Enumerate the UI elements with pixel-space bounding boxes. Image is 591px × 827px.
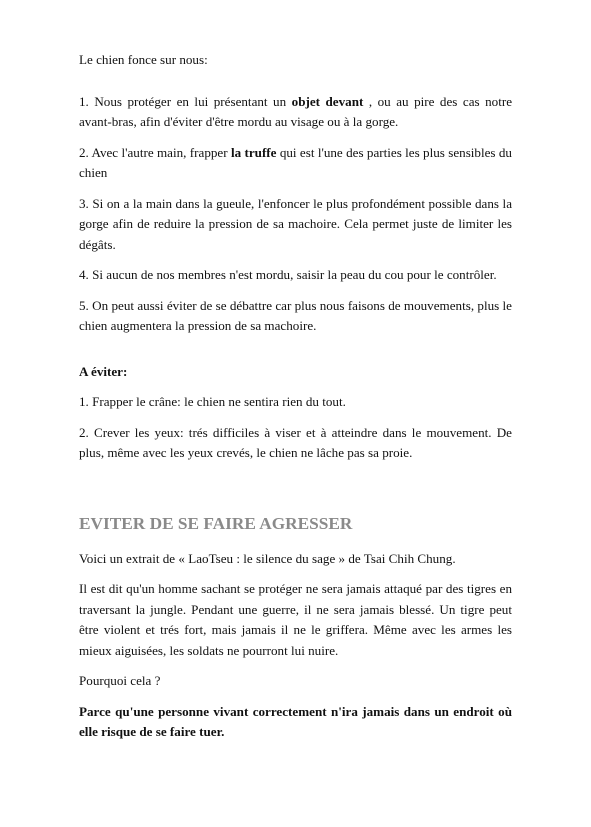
avoid-heading: A éviter:: [79, 363, 128, 379]
list-item-1-bold: objet devant: [291, 93, 364, 109]
list-item-2-bold: la truffe: [230, 144, 277, 160]
quote-intro: Voici un extrait de « LaoTseu : le silence du sage » de Tsai Chih Chung.: [79, 550, 456, 566]
list-item-1: [79, 92, 512, 133]
list-item-2-text-end: qui est l'une des parties les plus sensibles du chien: [79, 144, 512, 180]
list-item-4: 4. Si aucun de nos membres n'est mordu, saisir la peau du cou pour le contrôler.: [79, 267, 497, 282]
avoid-item-1: 1. Frapper le crâne: le chien ne sentira rien du tout.: [79, 394, 346, 409]
avoid-item-2: 2. Crever les yeux: trés difficiles à viser et à atteindre dans le mouvement. De plus, même avec les yeux crevés, le chien ne lâche pas sa proie.: [79, 424, 512, 460]
answer: Parce qu'une personne vivant correctement n'ira jamais dans un endroit où elle risque de se faire tuer.: [79, 703, 512, 739]
list-item-2: [79, 143, 512, 184]
list-item-3: 3. Si on a la main dans la gueule, l'enfoncer le plus profondément possible dans la gorge afin de reduire la pression de sa machoire. Cela permet juste de limiter les dégâts.: [79, 195, 512, 252]
section-heading: EVITER DE SE FAIRE AGRESSER: [79, 513, 353, 533]
document-page: [79, 50, 512, 743]
list-item-1-text-end: , ou au pire des cas notre avant-bras, afin d'éviter d'être mordu au visage ou à la gorge.: [79, 93, 513, 129]
question: Pourquoi cela ?: [79, 673, 161, 688]
quote-body: Il est dit qu'un homme sachant se protéger ne sera jamais attaqué par des tigres en traversant la jungle. Pendant une guerre, il ne sera jamais blessé. Un tigre peut être violent et trés fort, mais jamais il ne le griffera. Même avec les armes les mieux aiguisées, les soldats ne pourront lui nuire.: [79, 581, 512, 658]
list-item-5: 5. On peut aussi éviter de se débattre car plus nous faisons de mouvements, plus le chien augmentera la pression de sa machoire.: [79, 297, 512, 333]
list-item-1-text-start: 1. Nous protéger en lui présentant un: [79, 93, 292, 109]
intro-paragraph: Le chien fonce sur nous:: [79, 52, 208, 67]
list-item-2-text-start: 2. Avec l'autre main, frapper: [79, 144, 231, 160]
